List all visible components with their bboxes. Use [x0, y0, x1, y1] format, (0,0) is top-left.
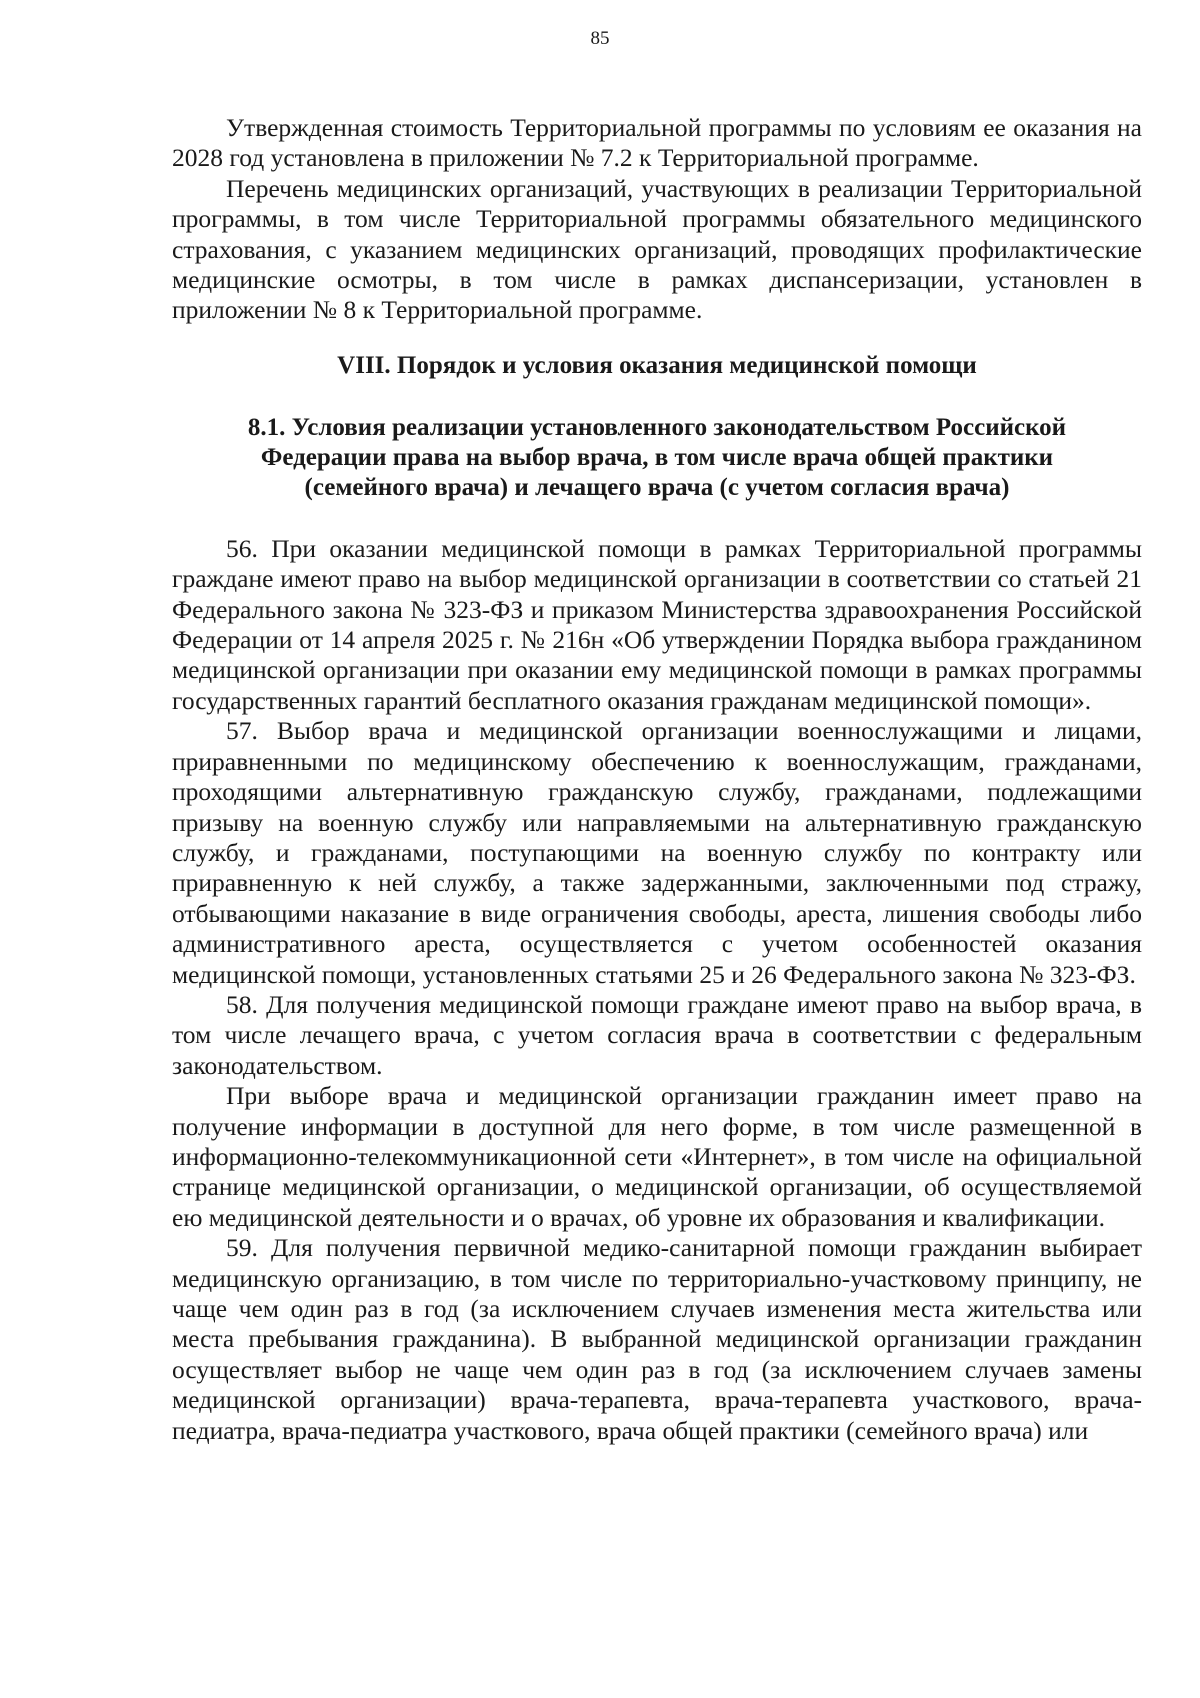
paragraph-approved-cost: Утвержденная стоимость Территориальной программы по условиям ее оказания на 2028 год установлена в приложении № 7.2 к Территориальной программе.	[172, 113, 1142, 173]
paragraph-59: 59. Для получения первичной медико-санитарной помощи гражданин выбирает медицинскую организацию, в том числе по территориально-участковому принципу, не чаще чем один раз в год (за исключением случаев изменения места жительства или места пребывания гражданина). В выбранной медицинской организации гражданин осуществляет выбор не чаще чем один раз в год (за исключением случаев замены медицинской организации) врача-терапевта, врача-терапевта участкового, врача-педиатра, врача-педиатра участкового, врача общей практики (семейного врача) или	[172, 1233, 1142, 1445]
subsection-heading: 8.1. Условия реализации установленного законодательством Российской Федерации права на выбор врача, в том числе врача общей практики (семейного врача) и лечащего врача (с учетом согласия врача)	[247, 413, 1067, 501]
section-heading: VIII. Порядок и условия оказания медицинской помощи	[337, 351, 977, 379]
page-number: 85	[590, 28, 610, 49]
paragraph-58: 58. Для получения медицинской помощи граждане имеют право на выбор врача, в том числе лечащего врача, с учетом согласия врача в соответствии с федеральным законодательством.	[172, 989, 1142, 1080]
document-body	[172, 113, 1142, 1446]
paragraph-57: 57. Выбор врача и медицинской организации военнослужащими и лицами, приравненными по медицинскому обеспечению к военнослужащим, гражданами, проходящими альтернативную гражданскую службу, гражданами, подлежащими призыву на военную службу или направляемыми на альтернативную гражданскую службу, и гражданами, поступающими на военную службу по контракту или приравненную к ней службу, а также задержанными, заключенными под стражу, отбывающими наказание в виде ограничения свободы, ареста, лишения свободы либо административного ареста, осуществляется с учетом особенностей оказания медицинской помощи, установленных статьями 25 и 26 Федерального закона № 323-ФЗ.	[172, 716, 1142, 989]
paragraph-58-information: При выборе врача и медицинской организации гражданин имеет право на получение информации в доступной для него форме, в том числе размещенной в информационно-телекоммуникационной сети «Интернет», в том числе на официальной странице медицинской организации, о медицинской организации, об осуществляемой ею медицинской деятельности и о врачах, об уровне их образования и квалификации.	[172, 1081, 1142, 1232]
paragraph-medical-organizations-list: Перечень медицинских организаций, участвующих в реализации Территориальной программы, в том числе Территориальной программы обязательного медицинского страхования, с указанием медицинских организаций, проводящих профилактические медицинские осмотры, в том числе в рамках диспансеризации, установлен в приложении № 8 к Территориальной программе.	[172, 173, 1142, 325]
paragraph-56: 56. При оказании медицинской помощи в рамках Территориальной программы граждане имеют право на выбор медицинской организации в соответствии со статьей 21 Федерального закона № 323-ФЗ и приказом Министерства здравоохранения Российской Федерации от 14 апреля 2025 г. № 216н «Об утверждении Порядка выбора гражданином медицинской организации при оказании ему медицинской помощи в рамках программы государственных гарантий бесплатного оказания гражданам медицинской помощи».	[172, 533, 1142, 715]
